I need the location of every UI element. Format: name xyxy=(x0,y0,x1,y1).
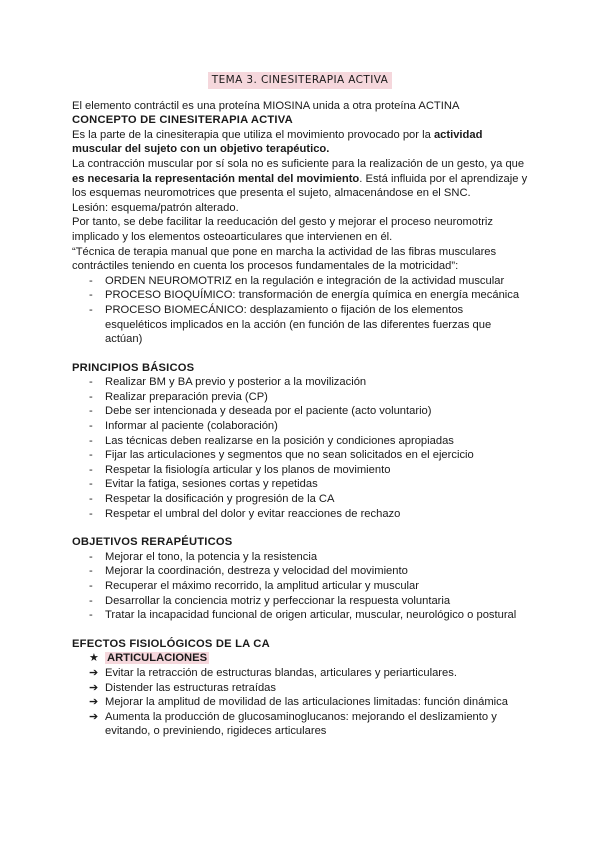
list-item: - Respetar la dosificación y progresión de la CA xyxy=(72,492,528,507)
effects-list xyxy=(72,666,528,739)
document-page xyxy=(72,72,528,739)
concept-list xyxy=(72,274,528,347)
list-item: - Las técnicas deben realizarse en la posición y condiciones apropiadas xyxy=(72,434,528,449)
list-item xyxy=(72,666,528,681)
concept-p2-rest: . Está influida por el aprendizaje y los esquemas neuromotrices que presenta el sujeto, almacenándose en el SNC. xyxy=(72,172,528,200)
list-item xyxy=(72,710,528,739)
list-item: - Mejorar la coordinación, destreza y velocidad del movimiento xyxy=(72,564,528,579)
articulations-label: ARTICULACIONES xyxy=(107,652,208,665)
list-item-text: Distender las estructuras retraídas xyxy=(105,681,276,694)
list-item: - Desarrollar la conciencia motriz y perfeccionar la respuesta voluntaria xyxy=(72,594,528,609)
list-item: - PROCESO BIOMECÁNICO: desplazamiento o fijación de los elementos esqueléticos implicados en la acción (en función de las diferentes fuerzas que actúan) xyxy=(72,303,528,347)
list-item: - Fijar las articulaciones y segmentos que no sean solicitados en el ejercicio xyxy=(72,448,528,463)
list-item: - Mejorar el tono, la potencia y la resistencia xyxy=(72,550,528,565)
list-item: - Respetar la fisiología articular y los planos de movimiento xyxy=(72,463,528,478)
concept-paragraph-3: Lesión: esquema/patrón alterado. xyxy=(72,201,239,214)
concept-paragraph-4: Por tanto, se debe facilitar la reeducación del gesto y mejorar el proceso neuromotriz implicado y los elementos osteoarticulares que intervienen en él. xyxy=(72,216,493,243)
list-item: - Tratar la incapacidad funcional de origen articular, muscular, neurológico o postural xyxy=(72,608,528,623)
list-item-text: Evitar la retracción de estructuras blandas, articulares y periarticulares. xyxy=(105,666,457,679)
list-item-text: Aumenta la producción de glucosaminoglucanos: mejorando el deslizamiento y evitando, o previniendo, rigideces articulares xyxy=(105,710,497,738)
list-item xyxy=(72,681,528,696)
objectives-heading: OBJETIVOS RERAPÉUTICOS xyxy=(72,536,233,549)
principles-list xyxy=(72,375,528,521)
list-item: - Informar al paciente (colaboración) xyxy=(72,419,528,434)
concept-paragraph-2 xyxy=(72,157,528,201)
concept-heading: CONCEPTO DE CINESITERAPIA ACTIVA xyxy=(72,114,293,127)
objectives-list xyxy=(72,550,528,623)
title-wrap xyxy=(0,72,600,89)
list-item: - Evitar la fatiga, sesiones cortas y repetidas xyxy=(72,477,528,492)
arrow-right-icon: ➔ xyxy=(89,696,99,709)
arrow-right-icon: ➔ xyxy=(89,710,99,723)
list-item: - Debe ser intencionada y deseada por el paciente (acto voluntario) xyxy=(72,404,528,419)
principles-heading: PRINCIPIOS BÁSICOS xyxy=(72,361,195,374)
intro-line: El elemento contráctil es una proteína MIOSINA unida a otra proteína ACTINA xyxy=(72,99,460,112)
list-item: - ORDEN NEUROMOTRIZ en la regulación e integración de la actividad muscular xyxy=(72,274,528,289)
arrow-right-icon: ➔ xyxy=(89,681,99,694)
star-icon: ★ xyxy=(89,652,99,665)
list-item: - Realizar preparación previa (CP) xyxy=(72,390,528,405)
concept-paragraph-1 xyxy=(72,128,528,157)
list-item: - Recuperar el máximo recorrido, la amplitud articular y muscular xyxy=(72,579,528,594)
concept-p1-bold: actividad muscular del sujeto con un objetivo terapéutico. xyxy=(72,128,483,156)
concept-p1-text: Es la parte de la cinesiterapia que utiliza el movimiento provocado por la xyxy=(72,128,434,141)
concept-p2-bold: es necesaria la representación mental del movimiento xyxy=(72,172,360,185)
arrow-right-icon: ➔ xyxy=(89,666,99,679)
list-item: - Realizar BM y BA previo y posterior a la movilización xyxy=(72,375,528,390)
effects-heading: EFECTOS FISIOLÓGICOS DE LA CA xyxy=(72,637,270,650)
concept-paragraph-5: “Técnica de terapia manual que pone en marcha la actividad de las fibras musculares contráctiles teniendo en cuenta los procesos fundamentales de la motricidad”: xyxy=(72,245,497,273)
list-item: - Respetar el umbral del dolor y evitar reacciones de rechazo xyxy=(72,507,528,522)
list-item: - PROCESO BIOQUÍMICO: transformación de energía química en energía mecánica xyxy=(72,288,528,303)
document-title: TEMA 3. CINESITERAPIA ACTIVA xyxy=(208,72,392,89)
concept-p2-text: La contracción muscular por sí sola no es suficiente para la realización de un gesto, ya que xyxy=(72,157,525,170)
list-item xyxy=(72,695,528,710)
articulations-subheading xyxy=(72,651,528,666)
list-item-text: Mejorar la amplitud de movilidad de las articulaciones limitadas: función dinámica xyxy=(105,696,508,709)
